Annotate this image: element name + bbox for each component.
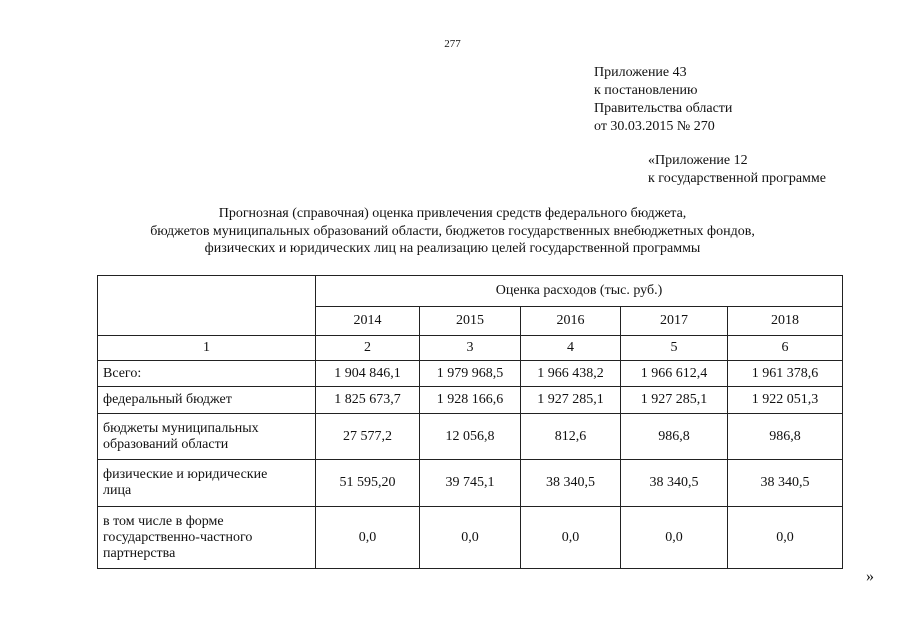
- value-cell: 38 340,5: [521, 460, 621, 507]
- column-number: 4: [521, 336, 621, 361]
- value-cell: 27 577,2: [316, 414, 420, 460]
- row-label: бюджеты муниципальных образований области: [98, 414, 316, 460]
- header-row: [98, 276, 843, 307]
- value-cell: 812,6: [521, 414, 621, 460]
- appendix-line: Правительства области: [594, 101, 733, 116]
- value-cell: 51 595,20: [316, 460, 420, 507]
- table-row: [98, 387, 843, 414]
- value-cell: 986,8: [621, 414, 728, 460]
- column-number: 3: [420, 336, 521, 361]
- appendix-line: Приложение 43: [594, 65, 687, 80]
- table-row: [98, 361, 843, 387]
- closing-quote-mark: »: [866, 568, 874, 585]
- value-cell: 0,0: [316, 507, 420, 569]
- value-cell: 1 928 166,6: [420, 387, 521, 414]
- table-row: [98, 460, 843, 507]
- column-number: 2: [316, 336, 420, 361]
- value-cell: 0,0: [621, 507, 728, 569]
- value-cell: 1 979 968,5: [420, 361, 521, 387]
- row-label: физические и юридические лица: [98, 460, 316, 507]
- title-line: физических и юридических лиц на реализацию целей государственной программы: [204, 241, 701, 256]
- row-label: в том числе в форме государственно-частного партнерства: [98, 507, 316, 569]
- appendix-line: «Приложение 12: [648, 153, 748, 168]
- appendix-line: к постановлению: [594, 83, 698, 98]
- value-cell: 1 966 612,4: [621, 361, 728, 387]
- table-row: [98, 414, 843, 460]
- program-appendix-reference: [648, 152, 826, 188]
- document-title: [0, 205, 905, 258]
- value-cell: 0,0: [420, 507, 521, 569]
- title-line: бюджетов муниципальных образований области, бюджетов государственных внебюджетных фондов,: [150, 223, 755, 239]
- value-cell: 1 922 051,3: [728, 387, 843, 414]
- row-label: Всего:: [98, 361, 316, 387]
- value-cell: 1 961 378,6: [728, 361, 843, 387]
- header-empty-cell: [98, 276, 316, 336]
- year-header: 2017: [621, 307, 728, 336]
- year-header: 2016: [521, 307, 621, 336]
- value-cell: 1 904 846,1: [316, 361, 420, 387]
- column-number: 6: [728, 336, 843, 361]
- value-cell: 1 966 438,2: [521, 361, 621, 387]
- row-label: федеральный бюджет: [98, 387, 316, 414]
- expenditure-group-header: Оценка расходов (тыс. руб.): [316, 276, 843, 307]
- value-cell: 0,0: [728, 507, 843, 569]
- page-number: 277: [444, 38, 461, 50]
- year-header: 2015: [420, 307, 521, 336]
- value-cell: 1 825 673,7: [316, 387, 420, 414]
- appendix-line: от 30.03.2015 № 270: [594, 119, 715, 134]
- appendix-line: к государственной программе: [648, 171, 826, 186]
- column-number-row: [98, 336, 843, 361]
- value-cell: 38 340,5: [728, 460, 843, 507]
- value-cell: 1 927 285,1: [621, 387, 728, 414]
- value-cell: 39 745,1: [420, 460, 521, 507]
- value-cell: 986,8: [728, 414, 843, 460]
- column-number: 1: [98, 336, 316, 361]
- table-row: [98, 507, 843, 569]
- value-cell: 1 927 285,1: [521, 387, 621, 414]
- value-cell: 12 056,8: [420, 414, 521, 460]
- expenditure-table: [97, 275, 843, 569]
- value-cell: 38 340,5: [621, 460, 728, 507]
- year-header: 2018: [728, 307, 843, 336]
- value-cell: 0,0: [521, 507, 621, 569]
- column-number: 5: [621, 336, 728, 361]
- appendix-reference: [594, 64, 732, 136]
- year-header: 2014: [316, 307, 420, 336]
- title-line: Прогнозная (справочная) оценка привлечения средств федерального бюджета,: [218, 206, 687, 221]
